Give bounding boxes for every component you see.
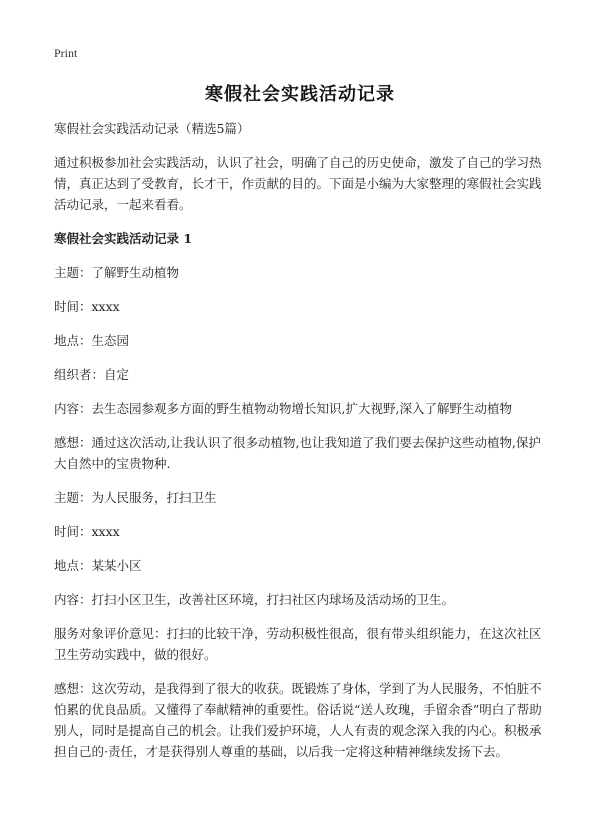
document-body [54,118,552,775]
section-heading: 寒假社会实践活动记录 1 [54,231,193,246]
activity2-theme: 主题：为人民服务，打扫卫生 [54,490,217,505]
activity1-content: 内容：去生态园参观多方面的野生植物动物增长知识,扩大视野,深入了解野生动植物 [54,401,512,416]
page-title: 寒假社会实践活动记录 [205,84,395,105]
activity1-theme: 主题：了解野生动植物 [54,265,180,280]
activity2-content: 内容：打扫小区卫生，改善社区环境，打扫社区内球场及活动场的卫生。 [54,592,455,607]
intro-paragraph: 通过积极参加社会实践活动，认识了社会，明确了自己的历史使命，激发了自己的学习热情，真正达到了受教育，长才干，作贡献的目的。下面是小编为大家整理的寒假社会实践活动记录，一起来看看。 [54,155,542,212]
activity2-reflection: 感想：这次劳动，是我得到了很大的收获。既锻炼了身体，学到了为人民服务，不怕脏不怕累的优良品质。又懂得了奉献精神的重要性。俗话说“送人玫瑰，手留余香”明白了帮助别人，同时是提高自己的机会。让我们爱护环境，人人有责的观念深入我的内心。积极承担自己的·责任，才是获得别人尊重的基础，以后我一定将这种精神继续发扬下去。 [54,681,542,759]
activity2-place: 地点：某某小区 [54,558,142,573]
print-link[interactable]: Print [54,46,78,60]
activity1-time: 时间：xxxx [54,299,120,314]
activity2-evaluation: 服务对象评价意见：打扫的比较干净，劳动积极性很高，很有带头组织能力，在这次社区卫生劳动实践中，做的很好。 [54,626,542,662]
activity2-time: 时间：xxxx [54,524,120,539]
activity1-organizer: 组织者：自定 [54,367,130,382]
activity1-place: 地点：生态园 [54,333,130,348]
activity1-reflection: 感想：通过这次活动,让我认识了很多动植物,也让我知道了我们要去保护这些动植物,保护大自然中的宝贵物种. [54,435,541,471]
subtitle: 寒假社会实践活动记录（精选5篇） [54,121,250,136]
